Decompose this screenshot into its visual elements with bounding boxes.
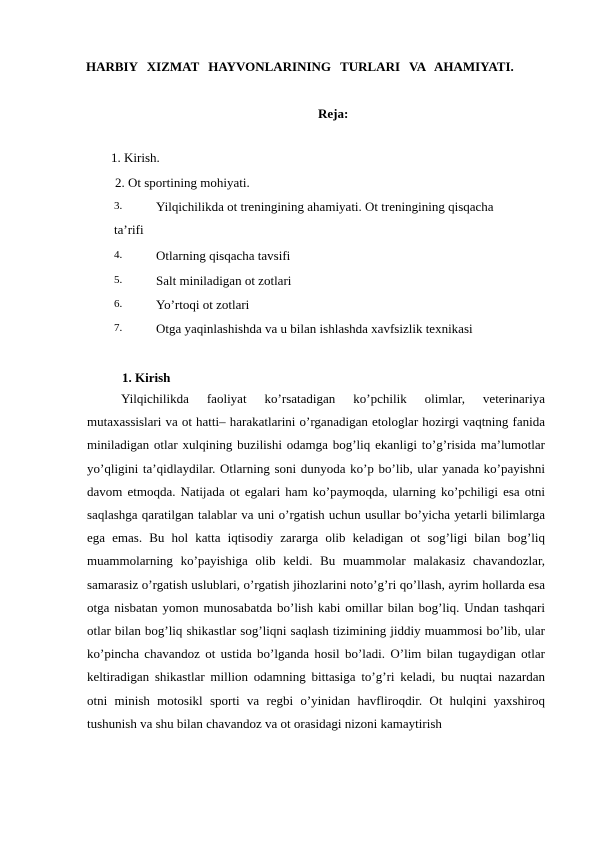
toc-item-2: 2. Ot sportining mohiyati. (115, 175, 250, 190)
toc-item-text: Otga yaqinlashishda va u bilan ishlashda xavfsizlik texnikasi (156, 321, 473, 336)
toc-item-number: 3. (114, 200, 123, 212)
body-paragraph: Yilqichilikda faoliyat ko’rsatadigan ko’pchilik olimlar, veterinariya mutaxassislari va ot hatti– harakatlarini o’rganadigan etologlar hozirgi vaqtning fanida miniladigan otlar xulqining buzilishi odamga bog’liq ekanligi to’g’risida ma’lumotlar yo’qligini ta’qidlaydilar. Otlarning soni dunyoda ko’p bo’lib, ular yanada ko’payishni davom etmoqda. Natijada ot egalari ham ko’paymoqda, ularning ko’pchiligi esa otni saqlashga qaratilgan talablar va uni o’rgatish uchun usullar bo’yicha yetarli bilimlarga ega emas. Bu hol katta iqtisodiy zararga olib keladigan ot sog’ligi bilan bog’liq muammolarning ko’payishiga olib keldi. Bu muammolar malakasiz chavandozlar, samarasiz o’rgatish uslublari, o’rgatish jihozlarini noto’g’ri qo’llash, ayrim hollarda esa otga nisbatan yomon munosabatda bo’lish kabi omillar bilan bog’liq. Undan tashqari otlar bilan bog’liq shikastlar sog’liqni saqlash tizimining jiddiy muammosi bo’lib, ular ko’pincha chavandoz ot ustida bo’lganda hosil bo’ladi. O’lim bilan tugaydigan otlar keltiradigan shikastlar million odamning bittasiga to’g’ri keladi, bu nuqtai nazardan otni minish motosikl sporti va regbi o’yinidan havfliroqdir. Ot hulqini yaxshiroq tushunish va shu bilan chavandoz va ot orasidagi nizoni kamaytirish (87, 391, 545, 731)
toc-item-number: 7. (114, 322, 123, 334)
document-title: HARBIY XIZMAT HAYVONLARINING TURLARI VA AHAMIYATI. (86, 59, 514, 74)
toc-item-number: 5. (114, 274, 123, 286)
toc-item-number: 4. (114, 249, 123, 261)
toc-item-text: Yo’rtoqi ot zotlari (156, 297, 250, 312)
toc-item-number: 6. (114, 298, 123, 310)
toc-item-3-continuation: ta’rifi (114, 222, 144, 237)
section-heading: 1. Kirish (122, 370, 171, 385)
toc-item-1: 1. Kirish. (111, 150, 160, 165)
toc-item-text: Yilqichilikda ot treningining ahamiyati. Ot treningining qisqacha (156, 199, 494, 214)
plan-heading: Reja: (318, 106, 349, 121)
toc-item-text: Otlarning qisqacha tavsifi (156, 248, 291, 263)
toc-item-text: Salt miniladigan ot zotlari (156, 273, 292, 288)
